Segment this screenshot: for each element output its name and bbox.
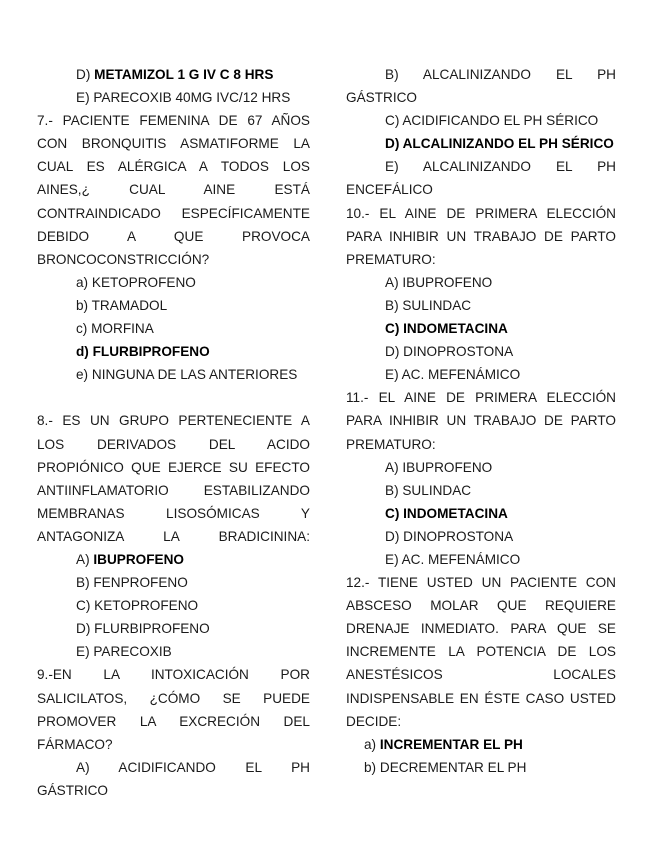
q9-option-c: C) ACIDIFICANDO EL PH SÉRICO <box>385 113 599 129</box>
q10-option-d: D) DINOPROSTONA <box>385 344 514 360</box>
question-8: 8.- ES UN GRUPO PERTENECIENTE A LOS DERIVADOS DEL ACIDO PROPIÓNICO QUE EJERCE SU EFECTO ANTIINFLAMATORIO ESTABILIZANDO MEMBRANAS LISOSÓMICAS Y ANTAGONIZA LA BRADICININA: <box>37 413 310 544</box>
q8-option-b: B) FENPROFENO <box>76 575 188 591</box>
question-12: 12.- TIENE USTED UN PACIENTE CON ABSCESO MOLAR QUE REQUIERE DRENAJE INMEDIATO. PARA QUE SE INCREMENTE LA POTENCIA DE LOS ANESTÉSICOS LOCALES INDISPENSABLE EN ÉSTE CASO USTED DECIDE: <box>346 575 616 729</box>
q8-option-e: E) PARECOXIB <box>76 644 172 660</box>
question-11: 11.- EL AINE DE PRIMERA ELECCIÓN PARA INHIBIR UN TRABAJO DE PARTO PREMATURO: <box>346 390 616 452</box>
question-10: 10.- EL AINE DE PRIMERA ELECCIÓN PARA INHIBIR UN TRABAJO DE PARTO PREMATURO: <box>346 205 616 267</box>
q9-option-a: A) ACIDIFICANDO EL PH GÁSTRICO <box>37 759 310 798</box>
q12-option-b: b) DECREMENTAR EL PH <box>364 759 527 775</box>
q7-option-b: b) TRAMADOL <box>76 297 168 313</box>
option-e-parecoxib: E) PARECOXIB 40MG IVC/12 HRS <box>76 90 291 106</box>
q11-option-b: B) SULINDAC <box>385 482 472 498</box>
q10-option-a: A) IBUPROFENO <box>385 274 493 290</box>
q9-option-b: B) ALCALINIZANDO EL PH GÁSTRICO <box>346 67 616 106</box>
q11-option-e: E) AC. MEFENÁMICO <box>385 551 521 567</box>
q12-option-a: a) INCREMENTAR EL PH <box>364 736 523 752</box>
q7-option-e: e) NINGUNA DE LAS ANTERIORES <box>76 367 298 383</box>
q7-option-a: a) KETOPROFENO <box>76 274 196 290</box>
q10-option-e: E) AC. MEFENÁMICO <box>385 367 521 383</box>
q9-option-e: E) ALCALINIZANDO EL PH ENCEFÁLICO <box>346 159 616 198</box>
blank-line <box>37 386 310 409</box>
q11-option-c: C) INDOMETACINA <box>385 505 508 521</box>
left-column <box>37 63 310 802</box>
q7-option-d: d) FLURBIPROFENO <box>76 344 210 360</box>
q8-option-a: A) IBUPROFENO <box>76 551 185 567</box>
q8-option-c: C) KETOPROFENO <box>76 598 199 614</box>
q9-option-d: D) ALCALINIZANDO EL PH SÉRICO <box>385 136 614 152</box>
option-d-metamizol: D) METAMIZOL 1 G IV C 8 HRS <box>76 67 274 82</box>
right-column <box>346 63 616 779</box>
q10-option-c: C) INDOMETACINA <box>385 321 508 337</box>
question-7: 7.- PACIENTE FEMENINA DE 67 AÑOS CON BRONQUITIS ASMATIFORME LA CUAL ES ALÉRGICA A TODOS LOS AINES,¿ CUAL AINE ESTÁ CONTRAINDICADO ESPECÍFICAMENTE DEBIDO A QUE PROVOCA BRONCOCONSTRICCIÓN? <box>37 113 310 267</box>
q11-option-d: D) DINOPROSTONA <box>385 528 514 544</box>
q10-option-b: B) SULINDAC <box>385 297 472 313</box>
q11-option-a: A) IBUPROFENO <box>385 459 493 475</box>
q8-option-d: D) FLURBIPROFENO <box>76 621 210 637</box>
question-9: 9.-EN LA INTOXICACIÓN POR SALICILATOS, ¿CÓMO SE PUEDE PROMOVER LA EXCRECIÓN DEL FÁRMACO? <box>37 667 310 752</box>
q7-option-c: c) MORFINA <box>76 321 154 337</box>
